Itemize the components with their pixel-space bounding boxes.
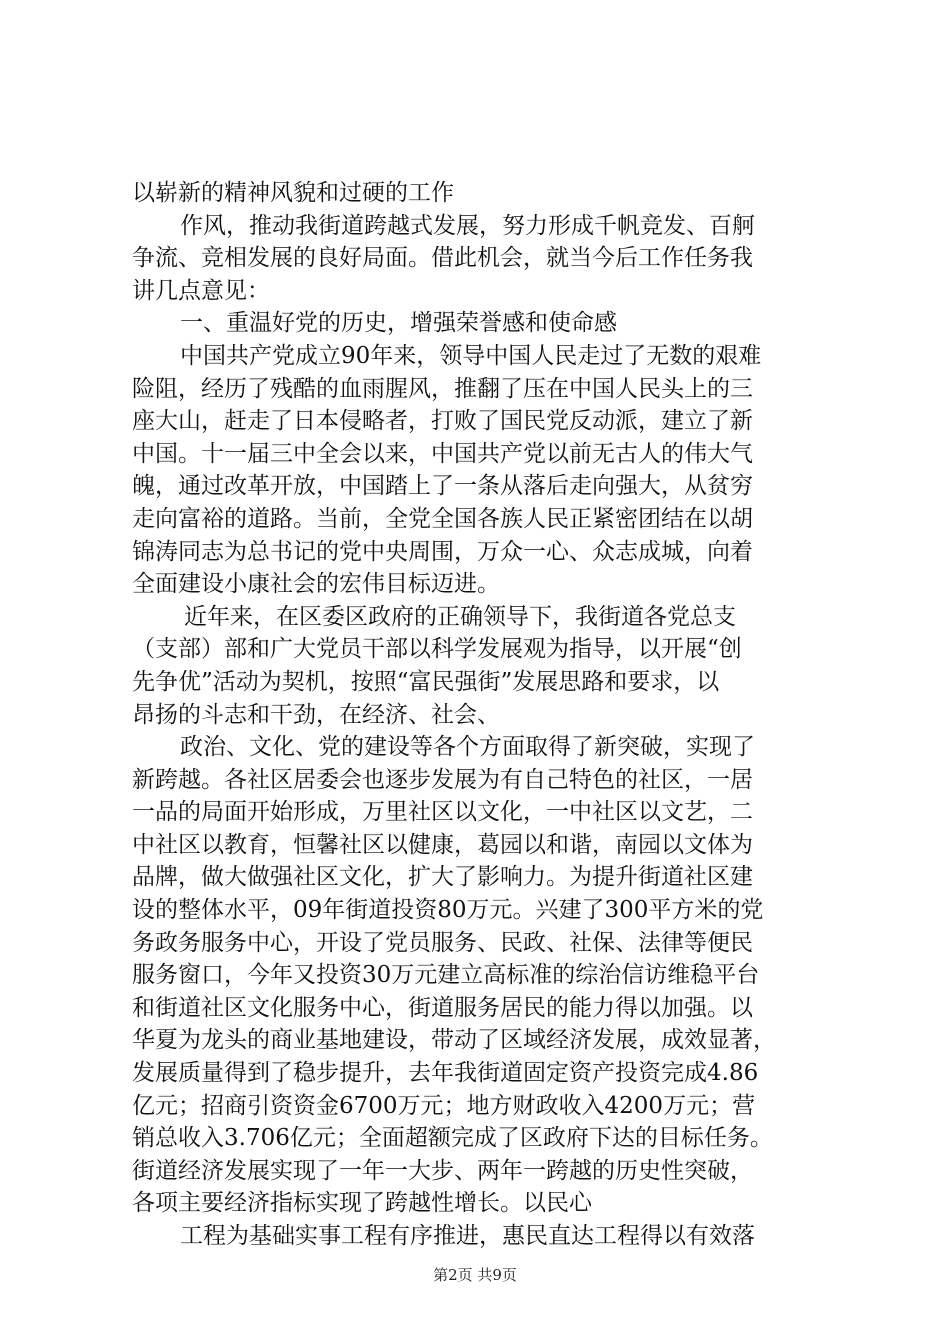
text-line: 和街道社区文化服务中心，街道服务居民的能力得以加强。以 (132, 994, 753, 1021)
text-line: 中国。十一届三中全会以来，中国共产党以前无古人的伟大气 (132, 440, 753, 467)
text-line: 讲几点意见： (132, 277, 270, 304)
text-line: 新跨越。各社区居委会也逐步发展为有自己特色的社区，一居 (132, 766, 753, 793)
text-line: 发展质量得到了稳步提升，去年我街道固定资产投资完成4.86 (132, 1060, 759, 1087)
text-line: 昂扬的斗志和干劲，在经济、社会、 (132, 701, 500, 728)
text-line: 以崭新的精神风貌和过硬的工作 (132, 180, 454, 206)
text-line: 服务窗口，今年又投资30万元建立高标准的综治信访维稳平台 (132, 962, 760, 989)
text-line: 中社区以教育，恒馨社区以健康，葛园以和谐，南园以文体为 (132, 831, 753, 858)
text-line: 工程为基础实事工程有序推进，惠民直达工程得以有效落 (180, 1223, 755, 1249)
text-line: 魄，通过改革开放，中国踏上了一条从落后走向强大，从贫穷 (132, 473, 753, 500)
text-line: 争流、竞相发展的良好局面。借此机会，就当今后工作任务我 (132, 245, 753, 272)
text-line: （支部）部和广大党员干部以科学发展观为指导，以开展“创 (132, 636, 742, 663)
text-line: 近年来，在区委区政府的正确领导下，我街道各党总支 (184, 603, 736, 630)
text-line: 座大山，赶走了日本侵略者，打败了国民党反动派，建立了新 (132, 408, 753, 435)
text-line: 作风，推动我街道跨越式发展，努力形成千帆竞发、百舸 (180, 212, 755, 239)
text-line: 华夏为龙头的商业基地建设，带动了区域经济发展，成效显著， (132, 1027, 776, 1054)
text-line: 政治、文化、党的建设等各个方面取得了新突破，实现了 (180, 734, 755, 761)
text-line: 亿元；招商引资资金6700万元；地方财政收入4200万元；营 (132, 1092, 756, 1119)
text-line: 走向富裕的道路。当前，全党全国各族人民正紧密团结在以胡 (132, 505, 753, 532)
body-text (132, 177, 852, 1253)
text-line: 全面建设小康社会的宏伟目标迈进。 (132, 571, 500, 598)
text-line: 务政务服务中心，开设了党员服务、民政、社保、法律等便民 (132, 929, 753, 956)
text-line: 锦涛同志为总书记的党中央周围，万众一心、众志成城，向着 (132, 538, 753, 565)
text-line: 一品的局面开始形成，万里社区以文化，一中社区以文艺，二 (132, 799, 753, 826)
text-line: 中国共产党成立90年来，领导中国人民走过了无数的艰难 (180, 342, 762, 369)
text-line: 各项主要经济指标实现了跨越性增长。以民心 (132, 1190, 592, 1217)
section-heading: 一、重温好党的历史，增强荣誉感和使命感 (180, 310, 617, 337)
text-line: 设的整体水平，09年街道投资80万元。兴建了300平方米的党 (132, 897, 764, 924)
page-footer (0, 1264, 950, 1285)
text-line: 街道经济发展实现了一年一大步、两年一跨越的历史性突破， (132, 1157, 753, 1184)
text-line: 销总收入3.706亿元；全面超额完成了区政府下达的目标任务。 (132, 1125, 773, 1152)
text-line: 先争优”活动为契机，按照“富民强街”发展思路和要求，以 (132, 668, 720, 695)
text-line: 品牌，做大做强社区文化，扩大了影响力。为提升街道社区建 (132, 864, 753, 891)
text-line: 险阻，经历了残酷的血雨腥风，推翻了压在中国人民头上的三 (132, 375, 753, 402)
page-number: 第2页 共9页 (433, 1266, 517, 1284)
